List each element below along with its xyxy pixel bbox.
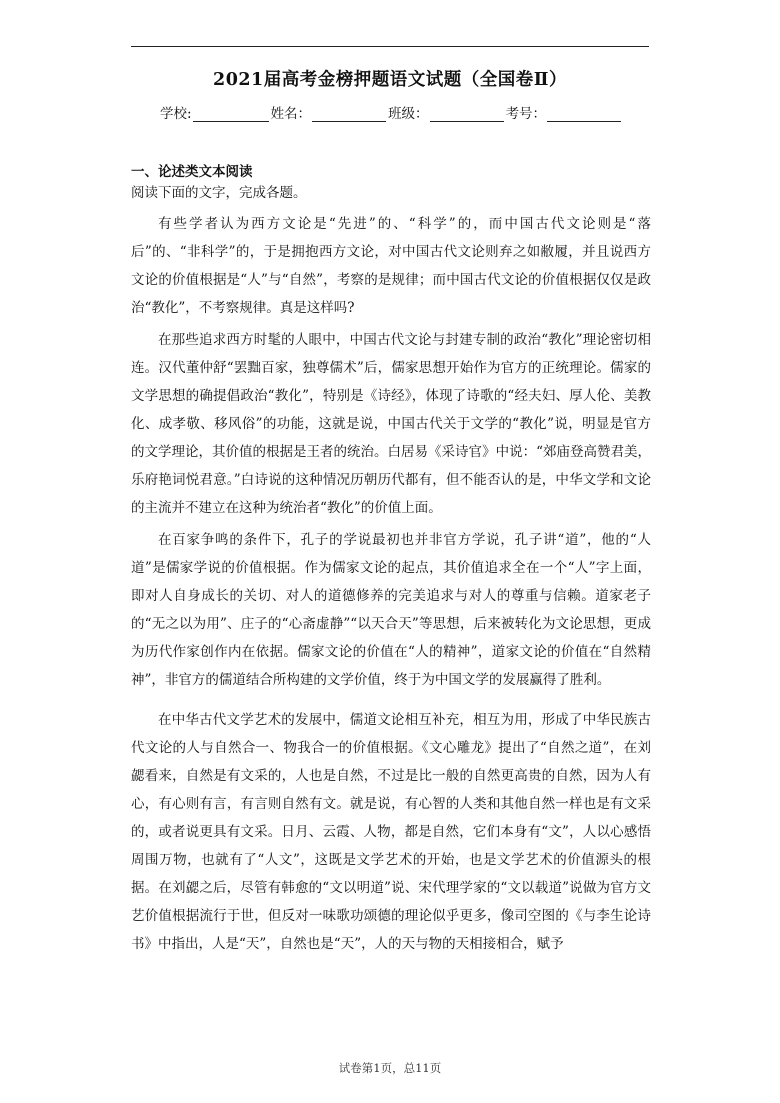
- exam-title: 2021届高考金榜押题语文试题（全国卷Ⅱ）: [213, 70, 567, 90]
- school-label: 学校:: [160, 106, 192, 122]
- student-info-line: [160, 102, 623, 122]
- name-blank[interactable]: [312, 107, 386, 122]
- section-instruction: 阅读下面的文字，完成各题。: [131, 185, 307, 201]
- page-footer: 试卷第1页，总11页: [338, 1061, 442, 1075]
- section-heading: 一、论述类文本阅读: [131, 164, 253, 180]
- header-rule: [131, 46, 649, 47]
- school-blank[interactable]: [193, 107, 269, 122]
- paragraph-3: 在百家争鸣的条件下，孔子的学说最初也并非官方学说，孔子讲“道”，他的“人道”是儒家学说的价值根据。作为儒家文论的起点，其价值追求全在一个“人”字上面，即对人自身成长的关切、对人的道德修养的完美追求与对人的尊重与信赖。道家老子的“无之以为用”、庄子的“心斋虚静”“以天合天”等思想，后来被转化为文论思想，更成为历代作家创作内在依据。儒家文论的价值在“人的精神”，道家文论的价值在“自然精神”，非官方的儒道结合所构建的文学价值，终于为中国文学的发展赢得了胜利。: [131, 532, 651, 688]
- class-label: 班级：: [388, 106, 429, 122]
- name-label: 姓名：: [270, 106, 312, 122]
- exam-no-label: 考号：: [505, 106, 547, 122]
- exam-no-blank[interactable]: [547, 107, 621, 122]
- paragraph-1: 有些学者认为西方文论是“先进”的、“科学”的，而中国古代文论则是“落后”的、“非科学”的，于是拥抱西方文论，对中国古代文论则弃之如敝履，并且说西方文论的价值根据是“人”与“自然”，考察的是规律；而中国古代文论的价值根据仅仅是政治“教化”，不考察规律。真是这样吗?: [131, 216, 651, 316]
- section-content: [131, 162, 651, 962]
- paragraph-4: 在中华古代文学艺术的发展中，儒道文论相互补充，相互为用，形成了中华民族古代文论的人与自然合一、物我合一的价值根据。《文心雕龙》提出了“自然之道”，在刘勰看来，自然是有文采的，人也是自然，不过是比一般的自然更高贵的自然，因为人有心，有心则有言，有言则自然有文。就是说，有心智的人类和其他自然一样也是有文采的，或者说更具有文采。日月、云霞、人物，都是自然，它们本身有“文”，人以心感悟周围万物，也就有了“人文”，这既是文学艺术的开始，也是文学艺术的价值源头的根据。在刘勰之后，尽管有韩愈的“文以明道”说、宋代理学家的“文以载道”说做为官方文艺价值根据流行于世，但反对一味歌功颂德的理论似乎更多，像司空图的《与李生论诗书》中指出，人是“天”，自然也是“天”，人的天与物的天相接相合，赋予: [131, 712, 651, 952]
- paragraph-2: 在那些追求西方时髦的人眼中，中国古代文论与封建专制的政治“教化”理论密切相连。汉代董仲舒“罢黜百家，独尊儒术”后，儒家思想开始作为官方的正统理论。儒家的文学思想的确提倡政治“教化”，特别是《诗经》，体现了诗歌的“经夫妇、厚人伦、美教化、成孝敬、移风俗”的功能，这就是说，中国古代关于文学的“教化”说，明显是官方的文学理论，其价值的根据是王者的统治。白居易《采诗官》中说：“郊庙登高赞君美，乐府艳词悦君意。”白诗说的这种情况历朝历代都有，但不能否认的是，中华文学和文论的主流并不建立在这种为统治者“教化”的价值上面。: [131, 332, 651, 516]
- class-blank[interactable]: [430, 107, 504, 122]
